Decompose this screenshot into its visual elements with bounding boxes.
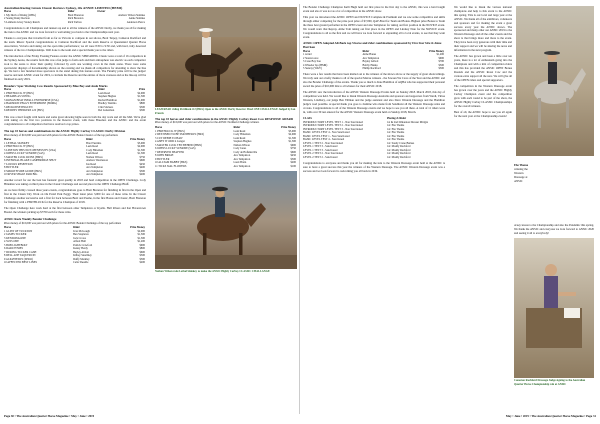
col-prize: Prize Money [130, 138, 145, 142]
dressage-rider-photo [516, 6, 594, 156]
derby-results-table [4, 138, 146, 177]
table-cell: $1,500 [288, 136, 296, 140]
right-column-1 [303, 6, 445, 406]
horse-photo-2 [155, 171, 297, 269]
col-prize: Prize Money [130, 226, 145, 230]
body-paragraph: There were a few results that have been mailed out to the winners of the shows above or the supply of great shortcomings. We truly sent out a hefty thanks to all of the special Maxxe winners - the Sawsen Wa Cross of the Year and the ANSIC and also the Bonder Challenge of the events. Thank you so much to Kate Hamilton of AQHA who has supported their personal award the prize of $10,000 this to all winners for their ANSIC 2018. [303, 72, 445, 89]
table-cell: $2,000 [288, 133, 296, 137]
col-rider: Rider [67, 10, 75, 13]
table-cell: INTRODUCTORY LEVEL TEST 2 - Non Sanctioned [303, 124, 363, 128]
table-cell: Cody Jones [233, 147, 247, 151]
table-cell: INTRODUCTORY LEVEL TEST 3 - Non Sanctioned [303, 127, 363, 131]
table-cell: Leah Read [86, 145, 98, 149]
col-horse: Horse [4, 10, 12, 13]
table-cell: $2,000 [137, 145, 145, 149]
table-cell: $2,000 [137, 229, 145, 233]
table-cell: 3 CUT DEBIE TO HAW [155, 136, 183, 140]
table-cell: Bobby Hanka [362, 63, 378, 67]
table-cell: Ava Templeton [233, 154, 251, 158]
table-cell: $900 [438, 56, 444, 60]
table-cell: Clint Stickers [98, 105, 114, 109]
open-results-table [303, 50, 445, 71]
table-cell: $1,200 [436, 53, 444, 57]
table-cell: $3,000 [288, 129, 296, 133]
sidebar-line: ANSIC [514, 178, 523, 183]
col-rider: Rider [233, 126, 241, 130]
table-cell: 5 Sunray (WKY) [303, 67, 322, 71]
table-cell: Ava Templeton [86, 166, 103, 170]
table-cell: 6 DARLTYNIES [4, 247, 24, 251]
table-cell: Patrick Crawford [73, 243, 93, 247]
roast-cow-results-table [155, 126, 297, 168]
table-cell: 7 RESERVED SHAFTER [155, 150, 184, 154]
table-cell: 5 MASTER LUCK TEN BEHIND (HMS) [155, 143, 202, 147]
table-cell: $500 [139, 254, 145, 258]
table-cell: $600 [139, 250, 145, 254]
table-cell: 5 BOB LIGHTBOLT [4, 243, 28, 247]
table-cell: $1,500 [137, 95, 145, 99]
table-cell: 1st & 2nd: Rhiannon Dresser Mirigia [386, 120, 428, 124]
table-cell: 4 JOHNS LUCKY SUNRISE (SAS) [4, 152, 45, 156]
table-cell: Cody de Hofkinsville [233, 150, 258, 154]
table-cell: 3 RONAN BEAT INFALL ENTERPRISE (USA) [4, 98, 59, 102]
table-cell: $300 [139, 257, 145, 261]
table-cell: 2 Stanton Ace [303, 56, 319, 60]
table-cell: Stephen Hughes [98, 95, 117, 99]
table-cell: $1,500 [137, 233, 145, 237]
judge-signing-photo [514, 238, 594, 378]
rider-horse-photo [155, 171, 297, 269]
table-cell: $1,200 [137, 240, 145, 244]
table-cell: 3 Lamberts Glory Stoney Ranch [4, 20, 40, 24]
table-cell: BASIC LEVEL TEST 1 - Non Sanctioned [303, 134, 350, 138]
table-cell: 1 GLINT OF TUCKTON [4, 229, 33, 233]
table-cell: 8 BUTTLER [4, 166, 19, 170]
table-title: The top 10 horses and rider combinations in the ANSIC Highly Carbay Roast Cow RESPONSE AWARD [155, 116, 294, 121]
col-horse: Horse [155, 126, 163, 130]
table-cell: Andrew Wastlesson [86, 159, 108, 163]
table-cell: 10 ALLTAM BABBY (HKS) [155, 161, 188, 165]
table-cell: 1st: Maddy Rachford [386, 145, 411, 149]
right-column-3 [516, 6, 594, 156]
table-cell: $2,000 [137, 91, 145, 95]
table-cell: 2 Seeing Rusty Reckon [4, 17, 30, 20]
table-cell: 4 HARSDON PEGGY ENTERPRISE (HOMG) [4, 102, 58, 106]
table-cell: Celia Sheedle [73, 261, 89, 265]
table-cell: Ben Stapleton [73, 233, 89, 237]
table-cell: $300 [139, 169, 145, 173]
table-cell: 1 Arriel [303, 53, 312, 57]
body-paragraph: Congratulations to everyone and thank you all for making the trek to the Western Dressage event held at the ANSIC is sure to have a great success this year the winners of the Western Dressage. The ANSIC Western Dressage event was a success and we look forward to welcoming you all back in 2019. [303, 160, 445, 173]
table-cell: $600 [290, 150, 296, 154]
table-row [4, 109, 146, 113]
table-cell: 10 RIVER SHALE PAIR BIG [4, 173, 38, 177]
table-cell: $500 [139, 105, 145, 109]
body-paragraph: The Open Challenge here work hard at the first between other Templeton or Kyalla. Hall Rivers and Kat Haverstown Bound. the winners picking up $7700 each for these wins. [4, 206, 146, 215]
table-cell: Cody Hitteman [233, 133, 251, 137]
table-cell: INTRODUCTORY LEVEL TEST 1 - Non Sanctioned [303, 120, 363, 124]
col-horse: Horse [4, 138, 12, 142]
table-subtitle: Prize money of $10,000 was paid out with prizes for the ANSIC Bonder Challenge of the top performers [4, 221, 122, 225]
table-cell: Brett Brereton [67, 13, 84, 17]
table-cell: $200 [290, 161, 296, 165]
working-cow-results-table [4, 88, 146, 113]
table-title: ANSIC OPEN Adopted All-Back top 5 horse and rider combinations sponsored by Five Star Sire & Aime Harrison [303, 41, 442, 49]
table-cell: $500 [438, 63, 444, 67]
table-cell: $900 [290, 143, 296, 147]
table-cell: 2 JAMES TUCKER [4, 233, 27, 237]
table-cell: BASIC LEVEL TEST 4 - Non Sanctioned [303, 131, 350, 135]
horse-photo [155, 7, 297, 107]
table-cell: 6 REDDYS THINKERS 4-N (FRS) [4, 109, 44, 113]
table-cell: $800 [139, 102, 145, 106]
table-cell: LEVEL 2 TEST 2 - Non Sanctioned [303, 152, 343, 156]
table-cell: Ivan McGough [73, 229, 90, 233]
table-cell: $1,300 [288, 140, 296, 144]
judge-photo [514, 238, 594, 378]
table-cell: Del Lutterman [98, 109, 115, 113]
table-cell: 4 ASHY IT ODD 4 Lunger [155, 140, 185, 144]
table-cell: Rich Tarlton [67, 20, 82, 24]
table-cell: Annie Stahnke [128, 17, 145, 20]
body-paragraph: This year we introduced the ANSIC OPEN and NOVICE Complete & Premium and we saw some competitive and skills through either competing for the prize pool prize of $7,000, QAP-Bred for Team and Bonus. Highest prize Bonus to Team the three best ground performer in the OPEN event and also Templeton for taking out first position in the NOVICE event. We would warn that Repray. Aime Tom taking out first place in the OPEN and Lindsay Nate for the NOVICE event. Congratulations to all as the first and we will have we look forward to expanding all to local events, to see that they want event. [303, 15, 445, 39]
table-cell: 1 PERTHLUCK JY (HKS) [155, 129, 185, 133]
table-cell: 5 RECKONSETINGLYN [4, 105, 33, 109]
table-subtitle: Prize money of $10,000 was paid out with prizes for the ANSIC Bonus Classics of the top performers [4, 133, 118, 137]
table-cell: Bradley Tustimo [98, 102, 117, 106]
body-paragraph: The Bonder Challenge Champion Kelli Hugh held out first place in the first day to the ANSIC, this was a hard fought event and also it was not as a lot of competition in the ANSIC show. [303, 6, 445, 13]
table-cell: $200 [139, 261, 145, 265]
table-cell: LEVEL 1 TEST 3 - Sanctioned [303, 148, 338, 152]
table-cell: LEVEL 1 TEST 3 - Sanctioned [303, 145, 338, 149]
table-cell: 3 KENDONALINE [4, 236, 26, 240]
table-cell: Ava Templeton [86, 173, 103, 177]
table-cell: 1st: Ebe Theme [386, 131, 405, 135]
col-prize: Prize [138, 88, 145, 92]
table-cell: $450 [139, 162, 145, 166]
body-paragraph: Congratulations to all Champions and runners up and to all the winners of the ANSIC Derby, we thank you all for making the trek to the ANSIC and we look forward to welcoming you back to the Championships next year. [4, 25, 146, 34]
table-cell: Cody Hitteman [86, 148, 104, 152]
table-cell: 1 PERTHLUCK JY (HKS) [4, 91, 34, 95]
table-cell: Kilbey Snarmley [73, 254, 92, 258]
table-cell: 1st: Maddy Rachford [386, 148, 411, 152]
table-cell: $750 [290, 147, 296, 151]
table-cell: $300 [438, 67, 444, 71]
table-row [303, 67, 445, 71]
winner-sidebar [514, 164, 590, 224]
table-cell: $1,300 [137, 236, 145, 240]
body-paragraph: The ANSIC has grown and been a little over ten years, there is a lot of enthusiasm going into the Champions and with a mix of competition riders and this has provided the ANSIC OPEN Bonus Rounds and the ANSIC Roast Cow and the various extra support all the new. We will give all of the OPEN riders and special supporters. [454, 54, 512, 82]
col-horse: Horse [303, 49, 311, 53]
right-column-2 [454, 6, 512, 406]
table-cell: 3 LINETON THIS NOT OPENESSITY (USA) [4, 148, 57, 152]
table-cell: 1 LETHAL SKINKEY [4, 141, 30, 145]
table-row [155, 165, 297, 169]
body-paragraph: This was a hard fought with hearts and some great showing highs seen in both the day work and all the Mid. We're glad with taking on the first two positions in the Reserve event, with these Breeders and the ANSIC and the event congratulations to all competitors that have received a top prizes. [4, 114, 146, 127]
table-cell: $1,500 [137, 148, 145, 152]
body-paragraph: Another record for our the best has fantastic great quality in 2018 and hard competition in the OPEN Challenge. Cody Hitteman was taking on third place in the Classic Challenge and second place in the OPEN Challenge Bluff. [4, 178, 146, 187]
body-paragraph: The ANSIC saw the introduction of the ANSIC Western Dressage Events held on Sunday 2018. March 2018, this day of competition was held. We would like to thank Western Dressage Australia and sponsors and supporters from Wardi, Virtue Western, Lindbury, our judge Ben Tillman and the judge assistant and also Dave Western Dressage and the Hamilton judge's road possible. A special thank you goes to Jasmine who made from Sandhurst all the Western Dressage reins and crowns. Congratulations to all of the Western Dressage events and we hope to see you all there. A total of 11 riders were in, with over 39 test entered for the ANSIC Western Dressage event held on Sunday 2018, March. [303, 90, 445, 114]
col-horse: Horse [4, 88, 12, 92]
body-paragraph: Thanks to everyone that travelled from as far as Victoria to compete in our shows, Brett Tarpey, Cameron Rachford and the team. Rikon: Special congratulations to Cameron Rachford and the team Reserve at Queensland Quarter Horse Association, Victoria and taking out the open time performance; we all were 8:30 to 9:30 and, with hard, truly deserved winners of the two Championships. Well done to the team and a special thank you to the riders. [4, 35, 146, 52]
table-cell: 2 BEAMPLAS SWING [4, 95, 31, 99]
table-cell: Nathan Wilson [86, 155, 103, 159]
table-cell: LEVEL 1 TEST 2 - Non Sanctioned [303, 141, 343, 145]
table-cell: $200 [139, 173, 145, 177]
table-row [4, 261, 146, 265]
table-cell: $100 [290, 164, 296, 168]
table-cell: Rich Brereton [67, 17, 84, 20]
table-cell: $1,300 [137, 152, 145, 156]
table-cell: $800 [139, 247, 145, 251]
col-rider: Rider [98, 88, 105, 92]
page-footer-right: May • June • 2019 • The Australian Quarter Horse Magazine • Page 31 [505, 414, 596, 418]
table-cell: Rachel Hamilton [98, 98, 117, 102]
table-cell: LEVEL 2 TEST 2 - Sanctioned [303, 155, 338, 159]
body-paragraph: As we have firmly crossed three years events, congratulations goes to Brett Brereton for finishing in first in the Open and first in the Classic Dry Work on Ok Ponid Park Peggy. Their latest prize 3,000 for one of these wins. In the Classic Challenge another successive and a first for back between Brett and Peeme, in the first Bonus and Classic, Brett Brereton for finishing with a PERTHLUCK for the Reserve Champion of 2018. [4, 188, 146, 205]
table-cell: Aime Hanes [362, 53, 377, 57]
rows [303, 121, 445, 160]
col-rider: Rider [73, 226, 80, 230]
table-row [303, 156, 445, 160]
table-cell: 7 LOUCKS RESEPTION [4, 162, 33, 166]
table-cell: Ava Templeton [233, 157, 251, 161]
col-owner: Owner [97, 10, 106, 13]
table-cell: BASIC LEVEL TEST 4 - Sanctioned [303, 138, 345, 142]
table-cell: Anderson Pierce [126, 20, 145, 24]
right-page [303, 6, 596, 410]
rows [4, 92, 146, 113]
table-cell: 2 DESTINED TO BE SMOTHERLY (HKS) [155, 133, 205, 137]
table-cell: 9 SMOOTH SIDE GUIDE (HKS) [4, 169, 42, 173]
table-cell: 1 My Duch of Rising (OHG) [4, 13, 36, 17]
table-cell: Leah Read [98, 91, 110, 95]
table-cell: 2 PERTHLUCK JY (HKS) [4, 145, 34, 149]
table-cell: Ava Templeton [233, 164, 251, 168]
table-cell: 4 SUSS ONE [4, 240, 19, 244]
body-paragraph: A key lesson to the Championship and also the Pandemic this spring. We thank the ANSIC and everyone we look forward to ANSIC 2020 and seeing it all to everybody! [514, 224, 594, 235]
col-prize: Prize Money [429, 49, 444, 53]
table-cell: 8 JOHN BRIGH [155, 154, 174, 158]
table-cell: Leah Read [233, 136, 246, 140]
table-cell: $3,000 [137, 141, 145, 145]
col-prize: Prize Money [281, 126, 296, 130]
table-cell: Nathan Wilson [233, 143, 250, 147]
table-cell: Jack Crowe [73, 236, 86, 240]
left-page [4, 6, 297, 410]
table-cell: Ava Templeton [362, 56, 380, 60]
dressage-results-table [303, 117, 445, 159]
table-cell: Duffy Merkley [73, 257, 90, 261]
classic-results-table [4, 10, 146, 24]
table-cell: 1st: Sandy Crane Burkes [386, 141, 415, 145]
sidebar-line: Western [514, 170, 524, 175]
photo-caption: Nathan Wilson rode Lethal Skinkey to make the ANSIC Highly Carbay CLASSIC CHALLANGE [155, 269, 270, 273]
table-cell: 1st: Ebe Theme [386, 134, 405, 138]
col-class: CLASS [303, 117, 312, 121]
table-cell: 4 Wheeler Iqa (HMR) [303, 63, 328, 67]
table-cell: 7 DURING TUCKER CASH [4, 250, 37, 254]
left-column-2 [155, 6, 297, 406]
sidebar-line: winning the [514, 166, 528, 171]
sidebar-line: Dressage at [514, 174, 528, 179]
table-cell: Kenny Henly [73, 247, 88, 251]
table-cell: $600 [139, 159, 145, 163]
table-cell: 5 MASTER LUCK RUINS (HMS) [4, 155, 43, 159]
table-cell: $300 [290, 157, 296, 161]
left-column-1 [4, 6, 146, 406]
table-title: ANSIC Rock Weekly Bonder Challenge [4, 216, 57, 221]
body-paragraph: The competition in the Western Dressage event has grown over the years and the ANSIC Highly Carbay Champion event and the competition grew with each round to be part of the show, the ANSIC Highly Carbay CLASSIC Championships for the overall winners. [454, 84, 512, 108]
table-cell: Phillip Rachford [362, 67, 381, 71]
photo-caption: Cameron Rachford Dressage Judge signing to the Australian Quarter Horse Championship win at ANSIC [514, 379, 586, 386]
col-horse: Horse [4, 226, 12, 230]
table-cell: 6 JOHNS LUCKY SUNRISE (SAS) [155, 147, 196, 151]
table-cell: Lauri Brain [233, 161, 247, 165]
table-cell: 6 INTERNAL BLAKE CAMPBRIDGE SHUT [4, 159, 57, 163]
table-cell: $750 [139, 155, 145, 159]
col-placing: Placing & Rider [386, 117, 407, 121]
table-cell: Stephen Hughes [233, 140, 252, 144]
table-cell: 9 ALIGHTEDLY (ZERO) [4, 257, 33, 261]
table-cell: 1st: Ebe Theme [386, 138, 405, 142]
table-cell: $700 [438, 60, 444, 64]
col-rider: Rider [362, 49, 370, 53]
table-cell: Leah Read [233, 129, 246, 133]
col-rider: Rider [86, 138, 93, 142]
dressage-photo [516, 6, 594, 156]
table-cell: 3 Cone Bay Sue [303, 60, 321, 64]
table-cell: Bayley Abbott [362, 60, 379, 64]
table-title: Breeders' Spec Working Cow Results Sponsored by Blue Bay and Aude Marks [4, 83, 108, 88]
table-cell: $300 [139, 109, 145, 113]
table-cell: Leah Read [86, 152, 98, 156]
body-paragraph: The introduction of the Friday Evening Feature events: the ANSIC SPREADING Classic were a total of 16 competitors in the Sydney Arena, the results from this was a fun judge to form each and their atmosphere was electric as each competitor took to the arena to show their quality, followed by each one working cows in the main arena. There were some spectacular displays of horsemanship shown on the evening and we thank all competitors for attending to show the line up. We had a few hundred more spectators in the stand during this feature event. The Futurity prize will be the judges' reserve and next ANSIC event for 2019, to include the Reserve and the entries of more overseas and as the line-up will be finalised in early 2019. [4, 53, 146, 82]
section-title: Australian Racing Greats Classic Reviews Sydney, Ok ANNIE LIMITED (HEMI) [4, 6, 123, 10]
page-footer-left: Page 30 • The Australian Quarter Horse Magazine • May • June • 2019 [4, 414, 95, 418]
table-cell: Andrew Wilson Stahnke [118, 13, 145, 17]
table-cell: $1,000 [137, 98, 145, 102]
table-cell: Brad Tustimo [86, 141, 102, 145]
table-cell: 10 AFFECTED BEST LINES [4, 261, 38, 265]
table-cell: 8 DELL ANE TAQUERCIN [4, 254, 36, 258]
rows [303, 53, 445, 71]
table-cell: 1st: Ebe Theme [386, 124, 405, 128]
rows [4, 14, 146, 25]
table-cell: Bayley Abbott [73, 250, 90, 254]
table-cell: 9 BUTTLER [155, 157, 170, 161]
table-cell: Alfred Hull [73, 240, 86, 244]
body-paragraph: Best of all, the ANSIC hope to see you all again for the next year at the Championship events! [454, 109, 512, 118]
body-paragraph: We would like to thank the various national champions and help to this event to the ANSIC this spring. This is our local and large year at the ANSIC. We thank all of the exhibitors, volunteers and sponsors and for making the event a great success every year the ANSIC shows. The sponsored and many other our ANSIC 2019 to the Western Dressage and all the other events and the show is that brings more and more to the event. They have been very generous with their time and their support and we will be sharing the news and information in the next program. [454, 6, 512, 52]
table-cell: 11 TICKS SIAL FLOWERS [155, 164, 187, 168]
table-cell: 1st: Ebe Theme [386, 127, 405, 131]
rows [4, 230, 146, 265]
table-cell: Ian Read [86, 162, 97, 166]
right-column-4 [514, 224, 594, 408]
sidebar-name: Ebe Theme [514, 163, 528, 167]
table-cell: $900 [139, 243, 145, 247]
rows [4, 142, 146, 177]
table-row [4, 173, 146, 177]
bonder-challenge-table [4, 226, 146, 265]
table-cell: Ava Templeton [86, 169, 103, 173]
rows [155, 130, 297, 169]
table-cell: 1st: Maddy Rachford [386, 152, 411, 156]
photo-caption: LEAH READ riding Perthluck OJ (HKS) Open to the ANSIC Derby Reserve: Bred ONE CHALLENGE Judged by Ian Francis [155, 108, 296, 115]
table-cell: $450 [290, 154, 296, 158]
table-title: The top 10 horses and combinations in the ANSIC Highly Carbay CLASSIC Derby Division [4, 128, 126, 133]
table-cell: 1st: Maddy Rachford [386, 155, 411, 159]
table-subtitle: Prize money of $10,000 was paid out with prizes for the ANSIC Northern Challenge winners [155, 121, 260, 125]
table-row [4, 21, 146, 25]
table-cell: $400 [139, 166, 145, 170]
page-gutter [299, 4, 300, 414]
rider-cutting-cow-photo [155, 7, 297, 107]
